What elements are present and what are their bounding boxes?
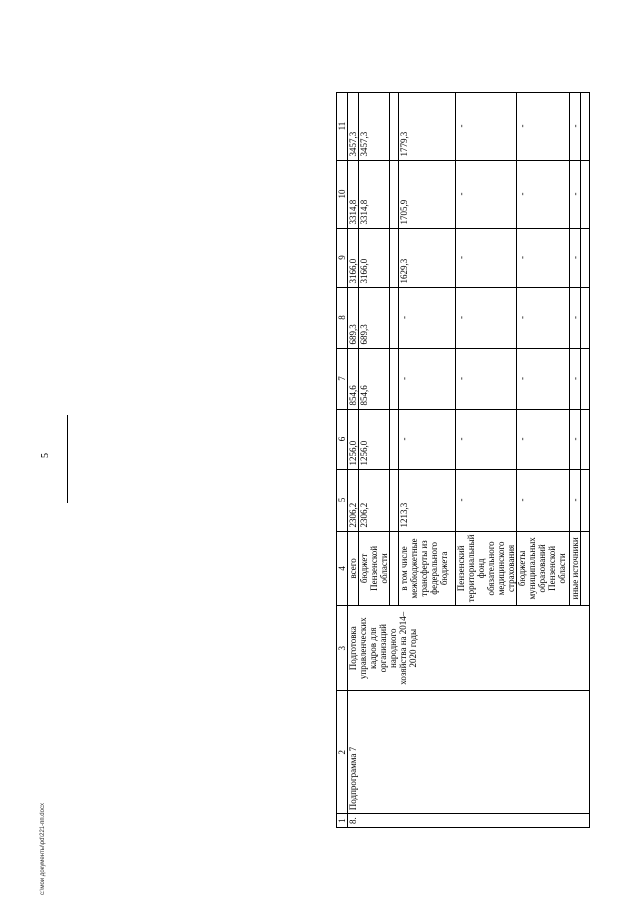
program-name: Подпрограмма 7	[348, 691, 590, 814]
value-cell: -	[570, 469, 581, 531]
page-number: 5	[40, 453, 51, 458]
value-cell: 689,3	[359, 287, 390, 348]
value-cell: -	[517, 409, 570, 469]
footer-path: c:\мои документы\pd\221-пп.docx	[40, 803, 46, 895]
program-description: Подготовка управленческих кадров для организаций народного хозяйства на 2014–2020 годы	[348, 606, 590, 691]
header-cell: 10	[337, 160, 348, 228]
header-cell: 9	[337, 228, 348, 287]
header-cell: 8	[337, 287, 348, 348]
value-cell: -	[570, 409, 581, 469]
funding-table	[336, 92, 590, 828]
value-cell: 1629,3	[399, 228, 456, 287]
value-cell: -	[456, 92, 517, 160]
row-number: 8.	[348, 814, 590, 828]
source-label: иные источники	[570, 531, 581, 606]
header-cell: 3	[337, 606, 348, 691]
value-cell: -	[456, 228, 517, 287]
value-cell: 1705,9	[399, 160, 456, 228]
value-cell: 1213,3	[399, 469, 456, 531]
value-cell: -	[456, 409, 517, 469]
separator-line	[67, 415, 68, 503]
header-cell: 6	[337, 409, 348, 469]
value-cell: 3166,0	[348, 228, 359, 287]
value-cell: -	[517, 348, 570, 409]
source-label: бюджеты муниципальных образований Пензенской области	[517, 531, 570, 606]
header-cell: 7	[337, 348, 348, 409]
header-row	[337, 92, 348, 827]
value-cell: -	[456, 348, 517, 409]
value-cell: -	[570, 92, 581, 160]
value-cell: 3314,8	[348, 160, 359, 228]
value-cell: -	[570, 228, 581, 287]
header-cell: 1	[337, 814, 348, 828]
source-label: всего	[348, 531, 359, 606]
source-label: в том числе межбюджетные трансферты из федерального бюджета	[399, 531, 456, 606]
value-cell: 2306,2	[359, 469, 390, 531]
value-cell: -	[456, 469, 517, 531]
value-cell: 1779,3	[399, 92, 456, 160]
value-cell: -	[456, 287, 517, 348]
value-cell: 3457,3	[359, 92, 390, 160]
value-cell: 1256,0	[359, 409, 390, 469]
header-cell: 2	[337, 691, 348, 814]
source-label: бюджет Пензенской области	[359, 531, 390, 606]
source-label: Пензенский территориальный фонд обязательного медицинского страхования	[456, 531, 517, 606]
value-cell: 689,3	[348, 287, 359, 348]
value-cell: -	[570, 348, 581, 409]
value-cell: -	[456, 160, 517, 228]
value-cell: 3457,3	[348, 92, 359, 160]
value-cell: -	[399, 348, 456, 409]
value-cell: -	[517, 469, 570, 531]
value-cell: 854,6	[348, 348, 359, 409]
value-cell: -	[517, 160, 570, 228]
value-cell: -	[517, 287, 570, 348]
value-cell: 854,6	[359, 348, 390, 409]
value-cell: -	[399, 287, 456, 348]
table-row	[348, 92, 359, 827]
value-cell: 2306,2	[348, 469, 359, 531]
value-cell: -	[517, 228, 570, 287]
value-cell: -	[517, 92, 570, 160]
value-cell: 3166,0	[359, 228, 390, 287]
header-cell: 11	[337, 92, 348, 160]
value-cell: -	[570, 287, 581, 348]
value-cell: 1256,0	[348, 409, 359, 469]
header-cell: 5	[337, 469, 348, 531]
value-cell: -	[570, 160, 581, 228]
value-cell: -	[399, 409, 456, 469]
header-cell: 4	[337, 531, 348, 606]
value-cell: 3314,8	[359, 160, 390, 228]
